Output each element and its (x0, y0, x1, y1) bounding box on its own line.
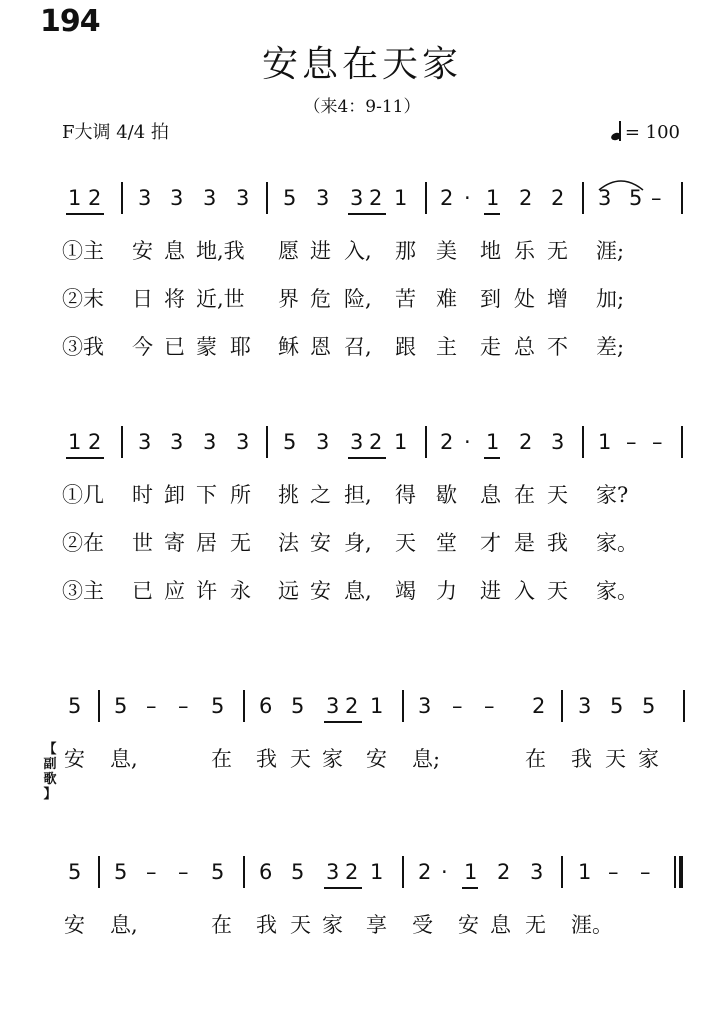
lyric-word: 主 (436, 335, 457, 359)
note: 1 (394, 430, 408, 454)
lyric-word: 不 (547, 335, 568, 359)
lyric-line (0, 284, 724, 314)
underline-beam (348, 457, 386, 459)
note: 5 (629, 186, 643, 210)
lyric-word: 卸 (164, 483, 185, 507)
barline (683, 690, 685, 722)
lyric-word: 蒙 (196, 335, 217, 359)
underline-beam (66, 213, 104, 215)
dot: · (441, 860, 448, 884)
chorus-bracket-open: 【 (43, 742, 57, 757)
tempo-value: = 100 (624, 122, 680, 143)
underline-beam (324, 721, 362, 723)
note: 2 (497, 860, 511, 884)
lyric-word: 处 (514, 287, 535, 311)
lyric-word: 无 (547, 239, 568, 263)
lyric-word: ①主 (62, 239, 104, 263)
chorus-bracket-close: 】 (43, 787, 57, 802)
dash: – (178, 860, 189, 884)
lyric-word: 进 (480, 579, 501, 603)
barline (243, 690, 245, 722)
chorus-char: 副 (43, 757, 57, 772)
note: 5 (291, 860, 305, 884)
note: 2 (345, 860, 359, 884)
note: 2 (440, 430, 454, 454)
note: 2 (519, 430, 533, 454)
staff-2 (0, 422, 724, 462)
lyric-word: 危 (310, 287, 331, 311)
lyric-word: 家 (638, 747, 659, 771)
note: 3 (170, 430, 184, 454)
note: 2 (369, 430, 383, 454)
note: 3 (326, 694, 340, 718)
dash: – (146, 694, 157, 718)
lyric-word: 寄 (164, 531, 185, 555)
lyric-word: 险, (344, 287, 372, 311)
note: 2 (519, 186, 533, 210)
lyric-word: 受 (412, 913, 433, 937)
underline-beam (324, 887, 362, 889)
lyric-word: 难 (436, 287, 457, 311)
lyric-word: 应 (164, 579, 185, 603)
note: 1 (464, 860, 478, 884)
lyric-word: 安 (458, 913, 479, 937)
dash: – (484, 694, 495, 718)
dash: – (146, 860, 157, 884)
dot: · (464, 186, 471, 210)
barline (425, 182, 427, 214)
note: 6 (259, 860, 273, 884)
lyric-word: 天 (395, 531, 416, 555)
lyric-word: 家。 (596, 579, 638, 603)
note: 5 (211, 860, 225, 884)
lyric-word: 增 (547, 287, 568, 311)
note: 2 (418, 860, 432, 884)
lyric-word: 堂 (436, 531, 457, 555)
note: 2 (88, 186, 102, 210)
underline-beam (348, 213, 386, 215)
note: 1 (486, 186, 500, 210)
lyric-word: 天 (605, 747, 626, 771)
final-barline-thick (679, 856, 683, 888)
dash: – (608, 860, 619, 884)
lyric-word: 居 (196, 531, 217, 555)
lyric-word: 美 (436, 239, 457, 263)
note: 3 (598, 186, 612, 210)
lyric-word: 竭 (395, 579, 416, 603)
lyric-word: 乐 (514, 239, 535, 263)
lyric-word: ②在 (62, 531, 104, 555)
note: 3 (551, 430, 565, 454)
lyric-word: 息, (110, 747, 138, 771)
lyric-word: ①几 (62, 483, 104, 507)
note: 1 (68, 430, 82, 454)
lyric-word: 到 (480, 287, 501, 311)
lyric-word: 天 (290, 747, 311, 771)
lyric-word: 安 (366, 747, 387, 771)
barline (561, 856, 563, 888)
barline (98, 856, 100, 888)
lyric-word: 家。 (596, 531, 638, 555)
lyric-word: 才 (480, 531, 501, 555)
lyric-word: 跟 (395, 335, 416, 359)
dash: – (652, 430, 663, 454)
lyric-word: 远 (278, 579, 299, 603)
lyric-word: 地,我 (196, 239, 245, 263)
dash: – (651, 186, 662, 210)
barline (98, 690, 100, 722)
lyric-word: 在 (525, 747, 546, 771)
note: 5 (68, 694, 82, 718)
lyric-word: 差; (596, 335, 625, 359)
lyric-word: 法 (278, 531, 299, 555)
note: 3 (350, 430, 364, 454)
lyric-word: 那 (395, 239, 416, 263)
lyric-word: 走 (480, 335, 501, 359)
note: 2 (551, 186, 565, 210)
lyric-word: 担, (344, 483, 372, 507)
lyric-word: 稣 (278, 335, 299, 359)
barline (425, 426, 427, 458)
dot: · (464, 430, 471, 454)
final-barline-thin (674, 856, 676, 888)
lyric-line (0, 576, 724, 606)
note: 5 (610, 694, 624, 718)
barline (402, 690, 404, 722)
barline (681, 426, 683, 458)
note: 2 (345, 694, 359, 718)
lyric-word: 界 (278, 287, 299, 311)
lyric-word: 息, (110, 913, 138, 937)
note: 3 (316, 430, 330, 454)
lyric-word: 愿 (278, 239, 299, 263)
note-stem (619, 121, 621, 141)
staff-1 (0, 178, 724, 218)
lyric-word: 力 (436, 579, 457, 603)
lyric-word: 得 (395, 483, 416, 507)
note: 1 (370, 694, 384, 718)
barline (121, 182, 123, 214)
lyric-line (0, 910, 724, 940)
lyric-word: 息 (164, 239, 185, 263)
lyric-word: 进 (310, 239, 331, 263)
barline (582, 182, 584, 214)
lyric-word: 我 (256, 747, 277, 771)
note: 3 (236, 430, 250, 454)
lyric-word: 召, (344, 335, 372, 359)
lyric-word: 无 (230, 531, 251, 555)
lyric-word: 涯; (596, 239, 625, 263)
note: 2 (440, 186, 454, 210)
dash: – (452, 694, 463, 718)
lyric-word: 总 (514, 335, 535, 359)
lyric-word: 息 (490, 913, 511, 937)
note: 3 (316, 186, 330, 210)
note: 5 (68, 860, 82, 884)
dash: – (640, 860, 651, 884)
lyric-word: 我 (547, 531, 568, 555)
note: 1 (578, 860, 592, 884)
lyric-word: 入, (344, 239, 372, 263)
barline (266, 426, 268, 458)
chorus-char: 歌 (43, 772, 57, 787)
note: 3 (350, 186, 364, 210)
lyric-word: 安 (64, 913, 85, 937)
note: 1 (370, 860, 384, 884)
scripture-reference: （来4：9-11） (303, 97, 421, 117)
lyric-line (0, 236, 724, 266)
lyric-word: 在 (514, 483, 535, 507)
note: 5 (283, 186, 297, 210)
underline-beam (484, 457, 500, 459)
note: 1 (394, 186, 408, 210)
lyric-word: 近,世 (196, 287, 245, 311)
lyric-word: 天 (547, 579, 568, 603)
lyric-word: 身, (344, 531, 372, 555)
lyric-word: 天 (547, 483, 568, 507)
lyric-word: 恩 (310, 335, 331, 359)
lyric-word: 息; (412, 747, 441, 771)
lyric-word: ③主 (62, 579, 104, 603)
lyric-word: 已 (132, 579, 153, 603)
barline (681, 182, 683, 214)
lyric-line (0, 744, 724, 774)
note: 5 (114, 694, 128, 718)
note: 1 (68, 186, 82, 210)
lyric-word: 息 (480, 483, 501, 507)
barline (561, 690, 563, 722)
tempo-marking (611, 118, 680, 143)
lyric-word: 无 (525, 913, 546, 937)
barline (121, 426, 123, 458)
lyric-word: 安 (132, 239, 153, 263)
lyric-word: 入 (514, 579, 535, 603)
note: 3 (170, 186, 184, 210)
barline (243, 856, 245, 888)
staff-4 (0, 852, 724, 892)
lyric-word: 我 (256, 913, 277, 937)
lyric-word: 耶 (230, 335, 251, 359)
lyric-word: 许 (196, 579, 217, 603)
note: 3 (236, 186, 250, 210)
lyric-word: 天 (290, 913, 311, 937)
note: 2 (88, 430, 102, 454)
note: 6 (259, 694, 273, 718)
lyric-word: 在 (211, 913, 232, 937)
lyric-line (0, 528, 724, 558)
lyric-word: 家 (322, 747, 343, 771)
lyric-word: 是 (514, 531, 535, 555)
lyric-word: 今 (132, 335, 153, 359)
lyric-word: 安 (64, 747, 85, 771)
key-meter: F大调 4/4 拍 (62, 122, 169, 143)
note: 3 (530, 860, 544, 884)
lyric-word: 挑 (278, 483, 299, 507)
note: 5 (283, 430, 297, 454)
lyric-word: 息, (344, 579, 372, 603)
lyric-line (0, 480, 724, 510)
barline (582, 426, 584, 458)
lyric-word: 加; (596, 287, 625, 311)
dash: – (626, 430, 637, 454)
lyric-word: 日 (132, 287, 153, 311)
note: 3 (138, 186, 152, 210)
lyric-word: 安 (310, 579, 331, 603)
note: 2 (532, 694, 546, 718)
barline (402, 856, 404, 888)
lyric-word: 之 (310, 483, 331, 507)
note: 5 (291, 694, 305, 718)
underline-beam (462, 887, 478, 889)
lyric-word: 所 (230, 483, 251, 507)
lyric-word: 家? (596, 483, 629, 507)
page-title: 安息在天家 (261, 44, 462, 85)
lyric-word: 地 (480, 239, 501, 263)
lyric-word: ③我 (62, 335, 104, 359)
lyric-word: 享 (366, 913, 387, 937)
lyric-word: 世 (132, 531, 153, 555)
lyric-word: 安 (310, 531, 331, 555)
lyric-word: 歇 (436, 483, 457, 507)
note: 5 (114, 860, 128, 884)
staff-3 (0, 686, 724, 726)
note: 3 (578, 694, 592, 718)
hymn-number: 194 (40, 4, 100, 39)
tie-arc (596, 176, 646, 192)
lyric-word: 将 (164, 287, 185, 311)
note: 3 (203, 186, 217, 210)
lyric-word: ②末 (62, 287, 104, 311)
lyric-word: 已 (164, 335, 185, 359)
lyric-word: 时 (132, 483, 153, 507)
note: 3 (418, 694, 432, 718)
lyric-word: 永 (230, 579, 251, 603)
note: 3 (203, 430, 217, 454)
note: 5 (642, 694, 656, 718)
lyric-word: 下 (196, 483, 217, 507)
lyric-line (0, 332, 724, 362)
dash: – (178, 694, 189, 718)
lyric-word: 在 (211, 747, 232, 771)
note: 1 (486, 430, 500, 454)
note: 3 (138, 430, 152, 454)
barline (266, 182, 268, 214)
note: 3 (326, 860, 340, 884)
note: 1 (598, 430, 612, 454)
underline-beam (66, 457, 104, 459)
underline-beam (484, 213, 500, 215)
note: 2 (369, 186, 383, 210)
lyric-word: 涯。 (571, 913, 613, 937)
lyric-word: 家 (322, 913, 343, 937)
lyric-word: 我 (571, 747, 592, 771)
lyric-word: 苦 (395, 287, 416, 311)
note: 5 (211, 694, 225, 718)
